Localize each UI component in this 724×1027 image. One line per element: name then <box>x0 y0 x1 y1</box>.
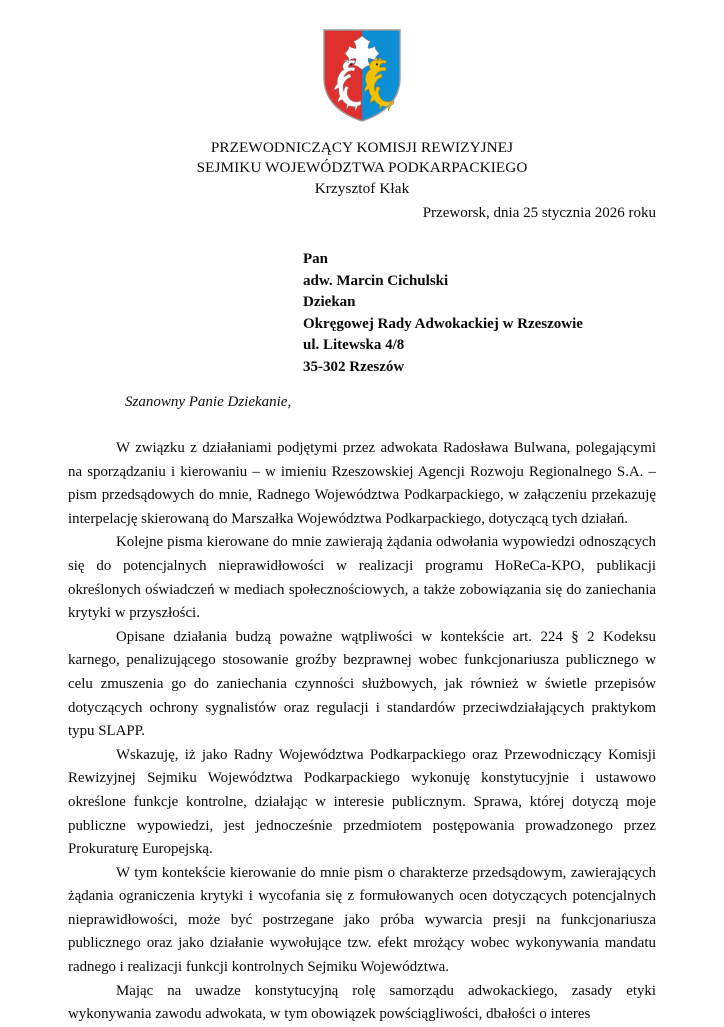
addressee-street: ul. Litewska 4/8 <box>303 337 405 353</box>
coat-of-arms-podkarpackie-icon <box>318 26 406 124</box>
letter-body <box>68 437 656 1027</box>
body-paragraph: Mając na uwadze konstytucyjną rolę samorządu adwokackiego, zasady etyki wykonywania zawodu adwokata, w tym obowiązek powściągliwości, dbałości o interes <box>68 982 656 1023</box>
coat-of-arms-container <box>0 26 724 124</box>
letterhead-signatory-name: Krzysztof Kłak <box>314 180 410 197</box>
body-paragraph: Opisane działania budzą poważne wątpliwości w kontekście art. 224 § 2 Kodeksu karnego, penalizującego stosowanie groźby bezprawnej wobec funkcjonariusza publicznego w celu zmuszenia go do zaniechania czynności służbowych, jak również w świetle przepisów dotyczących ochrony sygnalistów oraz regulacji i standardów przeciwdziałających praktykom typu SLAPP. <box>68 628 656 740</box>
place-and-date: Przeworsk, dnia 25 stycznia 2026 roku <box>422 205 656 221</box>
addressee-role: Dziekan <box>303 294 356 310</box>
addressee-salutation-title: Pan <box>303 251 329 267</box>
addressee-postal-city: 35-302 Rzeszów <box>303 358 405 375</box>
body-paragraph: W związku z działaniami podjętymi przez adwokata Radosława Bulwana, polegającymi na sporządzaniu i kierowaniu – w imieniu Rzeszowskiej Agencji Rozwoju Regionalnego S.A. – pism przedsądowych do mnie, Radnego Województwa Podkarpackiego, w załączeniu przekazuję interpelację skierowaną do Marszałka Województwa Podkarpackiego, dotyczącą tych działań. <box>68 440 656 527</box>
letter-salutation: Szanowny Panie Dziekanie, <box>125 394 292 410</box>
body-paragraph: Kolejne pisma kierowane do mnie zawierają żądania odwołania wypowiedzi odnoszących się do potencjalnych nieprawidłowości w realizacji programu HoReCa-KPO, publikacji określonych oświadczeń w mediach społecznościowych, a także zobowiązania się do zaniechania krytyki w przyszłości. <box>68 534 656 622</box>
body-paragraph: Wskazuję, iż jako Radny Województwa Podkarpackiego oraz Przewodniczący Komisji Rewizyjnej Sejmiku Województwa Podkarpackiego wykonuję konstytucyjnie i ustawowo określone funkcje kontrolne, działając w interesie publicznym. Sprawa, której dotyczą moje publiczne wypowiedzi, jest jednocześnie przedmiotem postępowania prowadzonego przez Prokuraturę Europejską. <box>68 746 656 858</box>
letterhead <box>0 138 724 200</box>
letterhead-line-2: SEJMIKU WOJEWÓDZTWA PODKARPACKIEGO <box>196 159 528 176</box>
letterhead-line-1: PRZEWODNICZĄCY KOMISJI REWIZYJNEJ <box>210 139 514 156</box>
addressee-block <box>303 249 583 378</box>
body-paragraph: W tym kontekście kierowanie do mnie pism o charakterze przedsądowym, zawierających żądania ograniczenia krytyki i wycofania się z formułowanych ocen dotyczących potencjalnych nieprawidłowości, może być postrzegane jako próba wywarcia presji na funkcjonariusza publicznego oraz jako działanie wywołujące tzw. efekt mrożący wobec wykonywania mandatu radnego i realizacji funkcji kontrolnych Sejmiku Województwa. <box>68 864 656 976</box>
addressee-organization: Okręgowej Rady Adwokackiej w Rzeszowie <box>303 315 583 332</box>
addressee-name: adw. Marcin Cichulski <box>303 272 449 289</box>
